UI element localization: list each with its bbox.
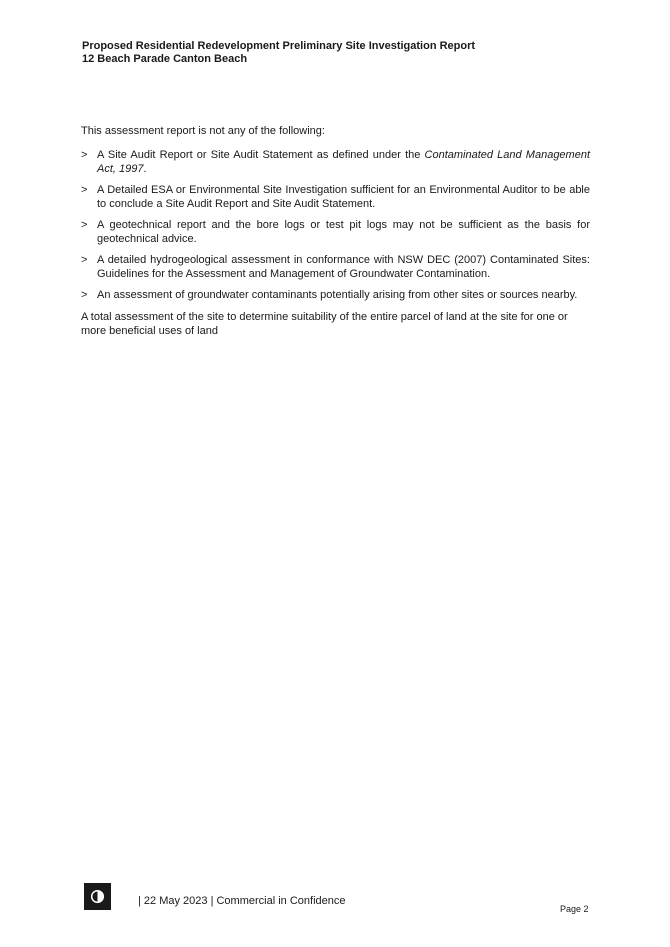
bullet-marker: > bbox=[81, 149, 88, 161]
list-item bbox=[81, 183, 590, 211]
list-item bbox=[81, 288, 590, 302]
act-title: Contaminated Land Management Act, 1997 bbox=[97, 149, 591, 175]
exclusions-list bbox=[81, 148, 590, 309]
list-item-tail: . bbox=[143, 163, 147, 175]
list-item bbox=[81, 148, 590, 176]
list-item-text: An assessment of groundwater contaminants potentially arising from other sites or sources nearby. bbox=[97, 289, 578, 301]
intro-paragraph: This assessment report is not any of the following: bbox=[81, 125, 325, 137]
bullet-marker: > bbox=[81, 184, 88, 196]
header-title: Proposed Residential Redevelopment Preliminary Site Investigation Report bbox=[82, 40, 476, 52]
list-item bbox=[81, 253, 590, 281]
company-logo-icon bbox=[84, 883, 111, 910]
bullet-marker: > bbox=[81, 254, 88, 266]
list-item-text: A geotechnical report and the bore logs or test pit logs may not be sufficient as the basis for geotechnical advice. bbox=[97, 219, 590, 245]
list-item-text: A Detailed ESA or Environmental Site Investigation sufficient for an Environmental Auditor to be able to conclude a Site Audit Report and Site Audit Statement. bbox=[97, 184, 590, 210]
list-item-text: A detailed hydrogeological assessment in conformance with NSW DEC (2007) Contaminated Sites: Guidelines for the Assessment and Management of Groundwater Contamination. bbox=[97, 254, 590, 280]
closing-paragraph: A total assessment of the site to determine suitability of the entire parcel of land at the site for one or more beneficial uses of land bbox=[81, 311, 568, 337]
header-subtitle: 12 Beach Parade Canton Beach bbox=[82, 53, 248, 65]
footer-date-confidentiality: | 22 May 2023 | Commercial in Confidence bbox=[138, 895, 346, 907]
list-item-text: A Site Audit Report or Site Audit Statement as defined under the bbox=[97, 149, 425, 161]
bullet-marker: > bbox=[81, 289, 88, 301]
list-item bbox=[81, 218, 590, 246]
page-number: Page 2 bbox=[560, 904, 589, 914]
bullet-marker: > bbox=[81, 219, 88, 231]
document-header bbox=[82, 40, 602, 66]
